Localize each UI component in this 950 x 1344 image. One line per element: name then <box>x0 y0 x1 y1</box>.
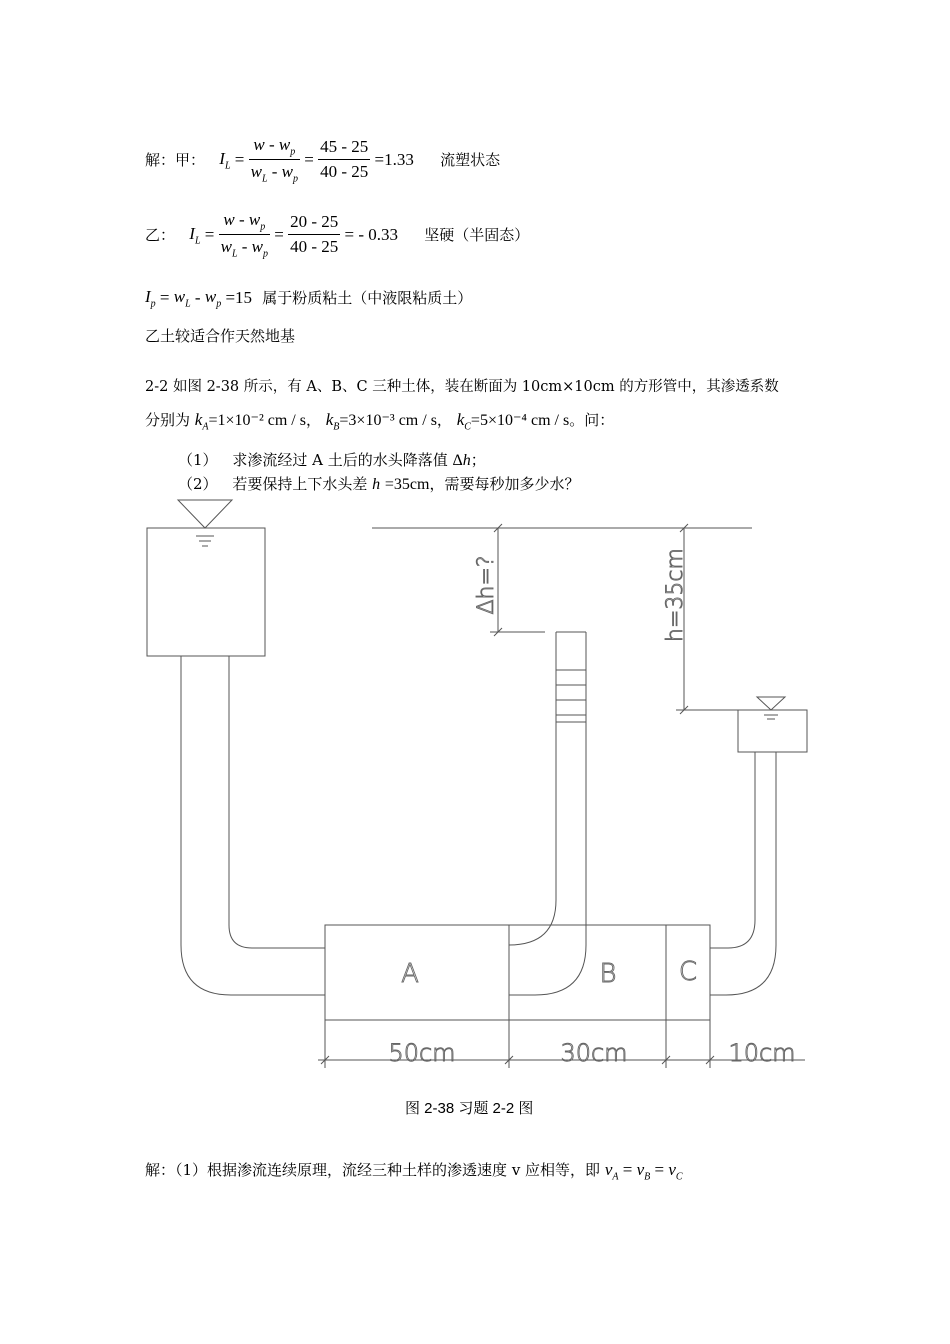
yi-state: 坚硬（半固态） <box>424 225 530 244</box>
jia-prefix: 解：甲： <box>145 150 206 169</box>
ip-result: =15 <box>225 288 253 308</box>
k-c-value: =5×10⁻⁴ cm / s <box>470 412 570 429</box>
left-pipe-inner <box>229 656 325 948</box>
label-a: A <box>401 959 419 989</box>
dimension-label-b: 30cm <box>560 1039 628 1067</box>
yi-denominator: 40 - 25 <box>290 237 339 257</box>
equation-liquidity-jia: 解：甲： $I_L$ = $\frac{w - w_p}{w_L - w_p}$ = $\frac{45 - 25}{40 - 25}$ =1.33 流塑状态 <box>145 135 501 185</box>
k-b-value: =3×10⁻³ cm / s <box>339 412 437 429</box>
question-1-text: 求渗流经过 A 土后的水头降落值 <box>232 451 448 469</box>
right-pipe-inner <box>710 752 755 948</box>
question-1: （1） 求渗流经过 A 土后的水头降落值 Δh； <box>178 451 486 469</box>
jia-result: =1.33 <box>374 149 414 169</box>
standpipe-outer <box>509 632 586 995</box>
question-2-value: =35cm <box>384 476 430 493</box>
label-b: B <box>599 959 617 989</box>
coefficients-prefix: 分别为 <box>145 411 191 429</box>
question-2-suffix: ，需要每秒加多少水？ <box>429 475 580 493</box>
jia-denominator: 40 - 25 <box>320 162 369 182</box>
k-a-value: =1×10⁻² cm / s <box>208 412 306 429</box>
question-2-text: 若要保持上下水头差 <box>232 475 368 493</box>
soil-sample-b-box <box>509 925 666 1020</box>
label-c: C <box>678 957 698 987</box>
problem-coefficients: 分别为 $k_A=1\times 10^{-2}$ cm / s， $k_B=3\times 10^{-3}$ cm / s， $k_C=5\times 10^{-4}$ cm / s。问： <box>145 410 615 433</box>
problem-intro: 2-2 如图 2-38 所示，有 A、B、C 三种土体，装在断面为 10cm×10cm 的方形管中，其渗透系数 <box>145 379 779 395</box>
question-1-number: （1） <box>178 451 218 469</box>
h-label: h=35cm <box>663 548 688 642</box>
yi-prefix: 乙： <box>145 225 176 244</box>
figure-caption: 图 2-38 习题 2-2 图 <box>405 1100 534 1117</box>
solution2-line: 解：（1）根据渗流连续原理，流经三种土样的渗透速度 v 应相等，即 $v_A = v_B = v_C$ <box>145 1160 683 1183</box>
question-2-number: （2） <box>178 475 218 493</box>
dimension-label-a: 50cm <box>388 1039 456 1067</box>
lower-water-level-icon <box>757 697 785 710</box>
solution2-text: 解：（1）根据渗流连续原理，流经三种土样的渗透速度 v 应相等，即 <box>145 1161 601 1179</box>
upper-water-level-icon <box>178 500 232 528</box>
standpipe-inner <box>509 632 556 945</box>
equation-liquidity-yi: 乙： $I_L$ = $\frac{w - w_p}{w_L - w_p}$ = $\frac{20 - 25}{40 - 25}$ = - 0.33 坚硬（半固态） <box>145 210 530 260</box>
left-pipe-outer <box>181 656 325 995</box>
question-2: （2） 若要保持上下水头差 h =35cm，需要每秒加多少水？ <box>178 475 580 493</box>
delta-h-label: Δh=? <box>474 555 499 615</box>
dimension-label-c: 10cm <box>728 1039 796 1067</box>
yi-result: = - 0.33 <box>344 224 399 244</box>
coefficients-suffix: 。问： <box>569 411 615 429</box>
seepage-apparatus-figure <box>140 495 820 1070</box>
ip-note: 属于粉质粘土（中液限粘质土） <box>262 289 473 308</box>
yi-numerator: 20 - 25 <box>288 212 340 235</box>
right-pipe-outer <box>710 752 776 995</box>
conclusion-text: 乙土较适合作天然地基 <box>145 327 296 345</box>
upper-reservoir <box>147 528 265 656</box>
lower-reservoir <box>738 710 807 752</box>
jia-numerator: 45 - 25 <box>318 137 370 160</box>
jia-state: 流塑状态 <box>440 150 501 169</box>
equation-plasticity-index: $I_p = w_L - w_p =15$ 属于粉质粘土（中液限粘质土） <box>145 287 473 310</box>
